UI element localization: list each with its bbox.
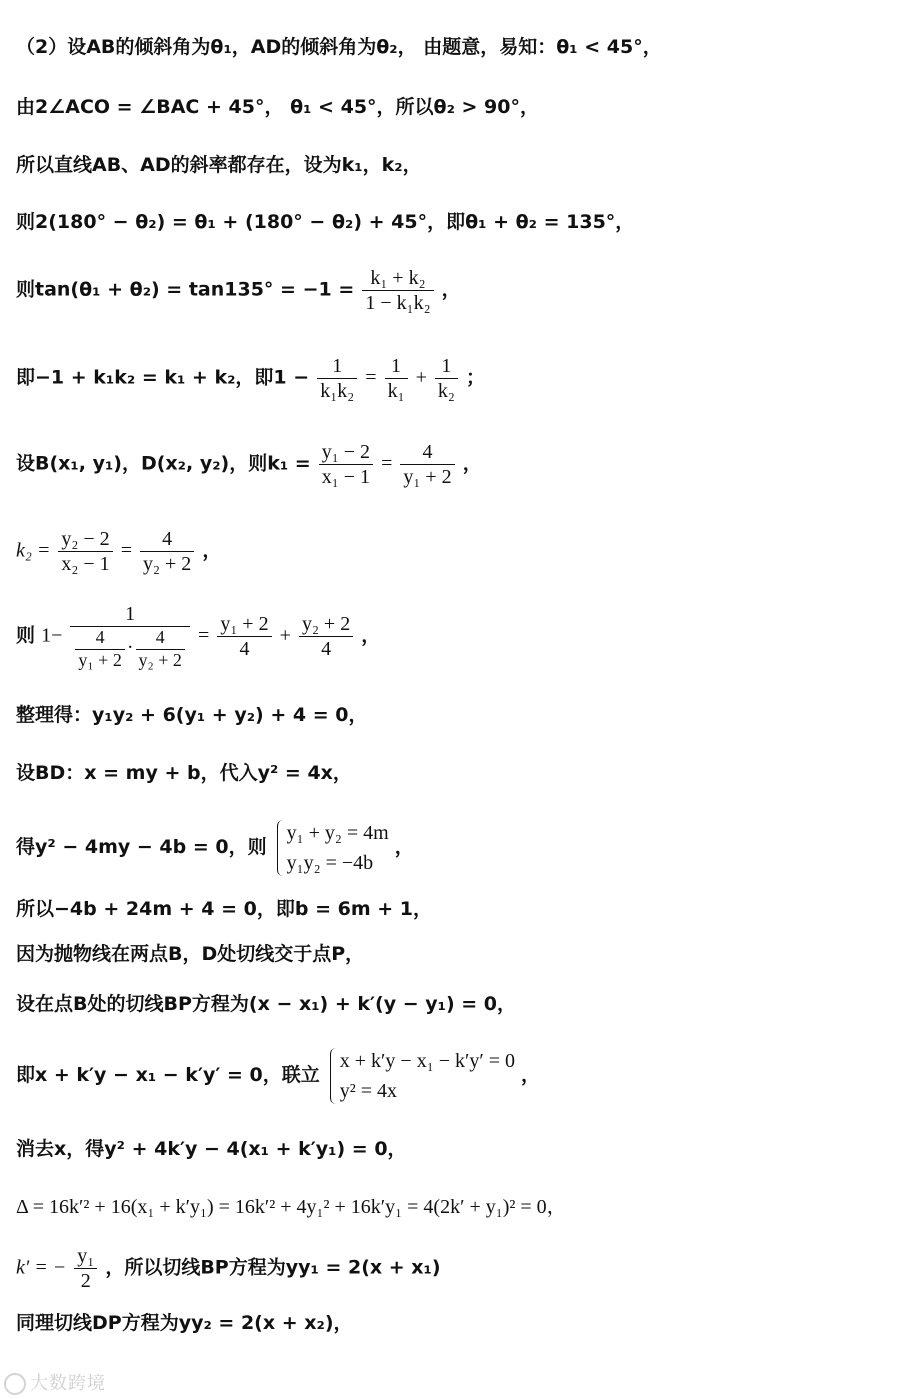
fraction-numerator: k₁ + k₂ [362, 266, 433, 291]
plus-sign: + [279, 624, 291, 647]
text-line-19 [16, 1244, 880, 1293]
text-line-9 [16, 602, 880, 671]
system-row-2: y₁y₂ = −4b [286, 852, 374, 874]
watermark [4, 1369, 106, 1395]
fraction-numerator: 1 [435, 354, 458, 379]
text-line-18 [16, 1195, 880, 1220]
equation-system-2 [328, 1046, 515, 1106]
text-line-15 [16, 993, 880, 1017]
system-row-2: y² = 4x [339, 1080, 398, 1102]
line-12-text: 得y² − 4my − 4b = 0，则 [16, 836, 267, 858]
text-line-6 [16, 354, 880, 403]
fraction-denominator: y₂ + 2 [138, 649, 182, 670]
line-3-text: 所以直线AB、AD的斜率都存在，设为k₁，k₂， [16, 154, 422, 176]
fraction-k1-a [319, 440, 373, 489]
equals-sign: = [365, 366, 377, 389]
fraction-k2-b [140, 527, 194, 576]
dot-operator: · [126, 636, 134, 659]
line-16-tail: ， [521, 1064, 541, 1086]
fraction-c [435, 354, 458, 403]
big-fraction-prefix: 1− [41, 624, 63, 647]
fraction-r2 [299, 612, 353, 661]
plus-sign: + [415, 366, 427, 389]
watermark-text: 大数跨境 [30, 1373, 106, 1394]
fraction-denominator: x₁ − 1 [321, 466, 371, 488]
fraction-numerator: 1 [385, 354, 408, 379]
system-row-1: x + k′y − x₁ − k′y′ = 0 [339, 1050, 515, 1072]
line-6-text: 即−1 + k₁k₂ = k₁ + k₂，即1 − [16, 366, 310, 389]
fraction-k2-a [58, 527, 112, 576]
fraction-denominator: y₂ + 2 [143, 553, 192, 575]
text-line-3 [16, 154, 880, 178]
text-line-4 [16, 211, 880, 235]
fraction-inner-2 [136, 627, 185, 671]
line-8-text: k₂ = [16, 539, 51, 562]
big-fraction [70, 602, 190, 671]
text-line-1 [16, 36, 880, 60]
fraction-numerator: 4 [400, 440, 454, 465]
text-line-13 [16, 898, 880, 922]
text-line-8 [16, 527, 880, 576]
line-12-tail: ， [394, 836, 414, 858]
fraction-numerator: y₂ + 2 [299, 612, 353, 637]
line-1-text: （2）设AB的倾斜角为θ₁，AD的倾斜角为θ₂， 由题意，易知：θ₁ < 45°， [16, 36, 662, 58]
text-line-10 [16, 704, 880, 728]
line-9-tail: ， [361, 624, 381, 647]
line-15-text: 设在点B处的切线BP方程为(x − x₁) + k′(y − y₁) = 0， [16, 993, 517, 1015]
text-line-14 [16, 943, 880, 967]
text-line-12 [16, 818, 880, 878]
line-8-tail: ， [202, 539, 222, 562]
fraction-numerator: y₁ + 2 [217, 612, 271, 637]
line-19-tail: ，所以切线BP方程为yy₁ = 2(x + x₁) [105, 1256, 441, 1279]
fraction-numerator: 4 [140, 527, 194, 552]
line-9-text: 则 [16, 624, 36, 647]
line-2-text: 由2∠ACO = ∠BAC + 45°， θ₁ < 45°，所以θ₂ > 90°， [16, 96, 540, 118]
fraction-numerator: 4 [75, 627, 124, 650]
equals-sign: = [381, 452, 393, 475]
fraction-k1-b [400, 440, 454, 489]
equals-sign: = [120, 539, 132, 562]
line-11-text: 设BD：x = my + b，代入y² = 4x， [16, 762, 352, 784]
system-row-1: y₁ + y₂ = 4m [286, 822, 389, 844]
line-4-text: 则2(180° − θ₂) = θ₁ + (180° − θ₂) + 45°，即θ₁ + θ₂ = 135°， [16, 211, 635, 233]
line-5-text: 则tan(θ₁ + θ₂) = tan135° = −1 = [16, 278, 355, 301]
fraction-denominator: 2 [80, 1270, 91, 1292]
fraction-b [385, 354, 408, 403]
fraction-numerator: y₁ [74, 1244, 97, 1269]
line-7-text: 设B(x₁, y₁)，D(x₂, y₂)，则k₁ = [16, 452, 311, 475]
fraction-numerator: 1 [70, 602, 190, 627]
line-13-text: 所以−4b + 24m + 4 = 0，即b = 6m + 1， [16, 898, 433, 920]
text-line-17 [16, 1138, 880, 1162]
fraction-tan [362, 266, 433, 315]
text-line-20 [16, 1312, 880, 1336]
text-line-5 [16, 266, 880, 315]
line-5-tail: ， [441, 278, 461, 301]
line-7-tail: ， [462, 452, 482, 475]
fraction-numerator: 4 [136, 627, 185, 650]
line-20-text: 同理切线DP方程为yy₂ = 2(x + x₂)， [16, 1312, 353, 1334]
text-line-7 [16, 440, 880, 489]
equals-sign: = [197, 624, 210, 647]
watermark-logo-icon [4, 1373, 26, 1395]
fraction-denominator [70, 627, 190, 671]
fraction-a [317, 354, 357, 403]
fraction-denominator: 1 − k₁k₂ [365, 292, 431, 314]
fraction-r1 [217, 612, 271, 661]
fraction-denominator: 4 [321, 638, 332, 661]
text-line-11 [16, 762, 880, 786]
fraction-denominator: 4 [239, 638, 250, 661]
line-17-text: 消去x，得y² + 4k′y − 4(x₁ + k′y₁) = 0， [16, 1138, 407, 1160]
line-6-tail: ； [465, 366, 485, 389]
fraction-numerator: y₂ − 2 [58, 527, 112, 552]
fraction-numerator: y₁ − 2 [319, 440, 373, 465]
fraction-kprime [74, 1244, 97, 1293]
line-14-text: 因为抛物线在两点B，D处切线交于点P， [16, 943, 365, 965]
line-19-text: k′ = − [16, 1256, 67, 1279]
fraction-inner-1 [75, 627, 124, 671]
fraction-denominator: y₁ + 2 [78, 649, 122, 670]
fraction-denominator: k₁ [387, 380, 405, 402]
equation-system-1 [275, 818, 389, 878]
line-18-text: Δ = 16k′² + 16(x₁ + k′y₁) = 16k′² + 4y₁² + 16k′y₁ = 4(2k′ + y₁)² = 0， [16, 1196, 567, 1218]
text-line-16 [16, 1046, 880, 1106]
fraction-denominator: x₂ − 1 [61, 553, 110, 575]
text-line-2 [16, 96, 880, 120]
fraction-denominator: y₁ + 2 [403, 466, 452, 488]
fraction-denominator: k₁k₂ [320, 380, 355, 402]
line-10-text: 整理得：y₁y₂ + 6(y₁ + y₂) + 4 = 0， [16, 704, 368, 726]
fraction-denominator: k₂ [437, 380, 455, 402]
line-16-text: 即x + k′y − x₁ − k′y′ = 0，联立 [16, 1064, 320, 1086]
fraction-numerator: 1 [317, 354, 357, 379]
